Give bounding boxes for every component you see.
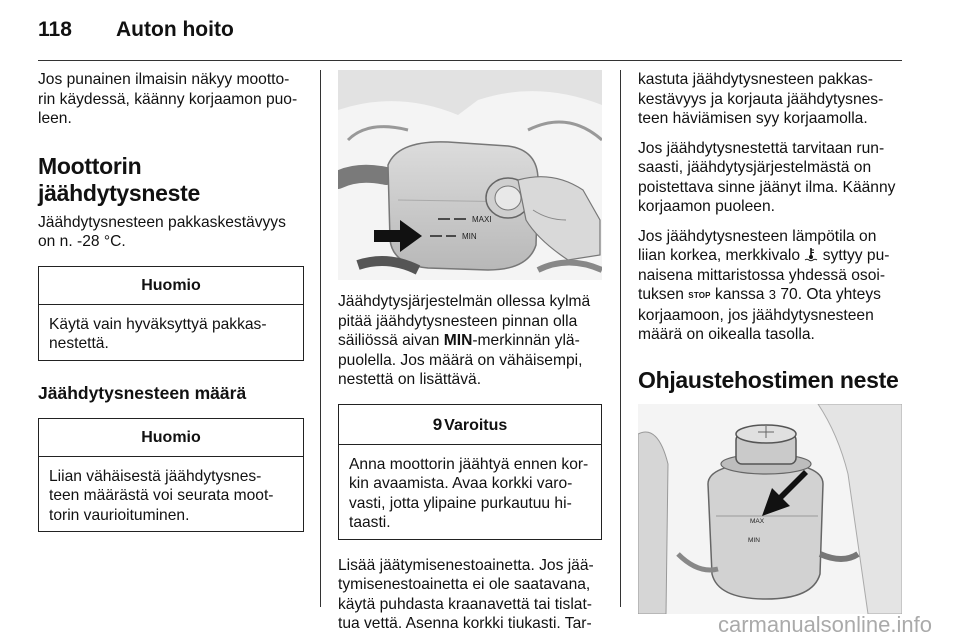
text-line: tua vettä. Asenna korkki tiukasti. Tar- xyxy=(338,615,592,632)
text-line: tuksen xyxy=(638,286,689,303)
text-line: korjaamoon, jos jäähdytysnesteen xyxy=(638,306,874,324)
text-line: teen häviämisen syy korjaamolla. xyxy=(638,110,868,127)
header-rule xyxy=(38,60,902,61)
note-title: Huomio xyxy=(39,419,303,457)
page-reference-icon: 3 xyxy=(768,287,777,302)
column-3 xyxy=(638,70,904,614)
text-line: kastuta jäähdytysnesteen pakkas- xyxy=(638,71,873,88)
text-line: Jos punainen ilmaisin näkyy mootto- xyxy=(38,71,290,88)
text-line: syttyy pu- xyxy=(818,247,890,264)
paragraph xyxy=(638,70,904,129)
column-divider xyxy=(320,70,321,607)
text-line: kestävyys ja korjauta jäähdytysnes- xyxy=(638,90,884,108)
section-heading: Moottorin jäähdytysneste xyxy=(38,152,200,206)
text-line: Jos jäähdytysnestettä tarvitaan run- xyxy=(638,139,885,157)
paragraph xyxy=(338,292,602,390)
text-line: vasti, jotta ylipaine purkautuu hi- xyxy=(349,494,572,512)
note-box xyxy=(38,266,304,361)
text-line: säiliössä aivan xyxy=(338,332,444,349)
text-line: rin käydessä, käänny korjaamon puo- xyxy=(38,90,298,108)
text-line: Jäähdytysjärjestelmän ollessa kylmä xyxy=(338,293,591,310)
paragraph xyxy=(338,556,602,634)
text-line: liian korkea, merkkivalo xyxy=(638,247,805,264)
text-line: leen. xyxy=(38,110,72,127)
column-divider xyxy=(620,70,621,607)
text-line: nestettä on lisättävä. xyxy=(338,371,482,388)
text-line: käytä puhdasta kraanavettä tai tislat- xyxy=(338,595,592,613)
note-body xyxy=(39,457,303,532)
max-marking: MAX xyxy=(750,517,765,525)
text-line: Käytä vain hyväksyttyä pakkas- xyxy=(49,315,267,333)
min-marking: MIN xyxy=(748,536,760,544)
text-line: Jos jäähdytysnesteen lämpötila on xyxy=(638,227,877,245)
text-line: poistettava sinne jäänyt ilma. Käänny xyxy=(638,178,896,196)
warning-title xyxy=(339,405,601,445)
min-marking: MIN xyxy=(462,232,477,241)
text-line: Jäähdytysnesteen pakkaskestävyys xyxy=(38,213,286,231)
text-line: Anna moottorin jäähtyä ennen kor- xyxy=(349,455,589,473)
text-line: tymisenestoainetta ei ole saatavana, xyxy=(338,576,591,593)
text-line: on n. -28 °C. xyxy=(38,233,126,250)
warning-box xyxy=(338,404,602,540)
text-line: pitää jäähdytysnesteen pinnan olla xyxy=(338,312,578,330)
min-label: MIN xyxy=(443,332,473,349)
column-2 xyxy=(338,70,602,644)
coolant-reservoir-illustration xyxy=(338,70,602,280)
text-line: kin avaamista. Avaa korkki varo- xyxy=(349,475,573,492)
text-line: -merkinnän ylä- xyxy=(472,332,580,349)
paragraph xyxy=(38,213,304,252)
warning-title-text: Varoitus xyxy=(444,416,508,434)
text-line: taasti. xyxy=(349,514,391,531)
watermark: carmanualsonline.info xyxy=(717,612,932,637)
section-title: Auton hoito xyxy=(116,18,234,41)
note-box xyxy=(38,418,304,533)
paragraph xyxy=(638,139,904,217)
column-1 xyxy=(38,70,304,542)
power-steering-reservoir-illustration xyxy=(638,404,902,614)
text-line: määrä on oikealla tasolla. xyxy=(638,326,815,343)
max-marking: MAXI xyxy=(472,215,492,224)
note-body xyxy=(39,305,303,360)
page-header xyxy=(38,18,234,42)
text-line: torin vaurioituminen. xyxy=(49,506,190,524)
warning-body xyxy=(339,445,601,539)
text-line: Lisää jäätymisenestoainetta. Jos jää- xyxy=(338,556,594,574)
page-number: 118 xyxy=(38,18,72,41)
text-line: 70. Ota yhteys xyxy=(776,286,881,303)
text-line: naisena mittaristossa yhdessä osoi- xyxy=(638,266,886,284)
note-title: Huomio xyxy=(39,267,303,305)
section-heading: Ohjaustehostimen neste xyxy=(638,366,899,393)
stop-indicator-icon: STOP xyxy=(688,291,711,300)
text-line: nestettä. xyxy=(49,335,109,352)
coolant-temperature-icon xyxy=(804,247,818,262)
paragraph xyxy=(638,227,904,345)
text-line: korjaamon puoleen. xyxy=(638,198,775,215)
text-line: kanssa xyxy=(710,286,769,303)
text-line: saasti, jäähdytysjärjestelmästä on xyxy=(638,159,872,176)
text-line: Liian vähäisestä jäähdytysnes- xyxy=(49,467,262,485)
text-line: teen määrästä voi seurata moot- xyxy=(49,487,274,504)
paragraph xyxy=(38,70,304,129)
text-line: puolella. Jos määrä on vähäisempi, xyxy=(338,351,583,369)
subsection-heading: Jäähdytysnesteen määrä xyxy=(38,382,247,403)
warning-icon: 9 xyxy=(432,414,443,434)
